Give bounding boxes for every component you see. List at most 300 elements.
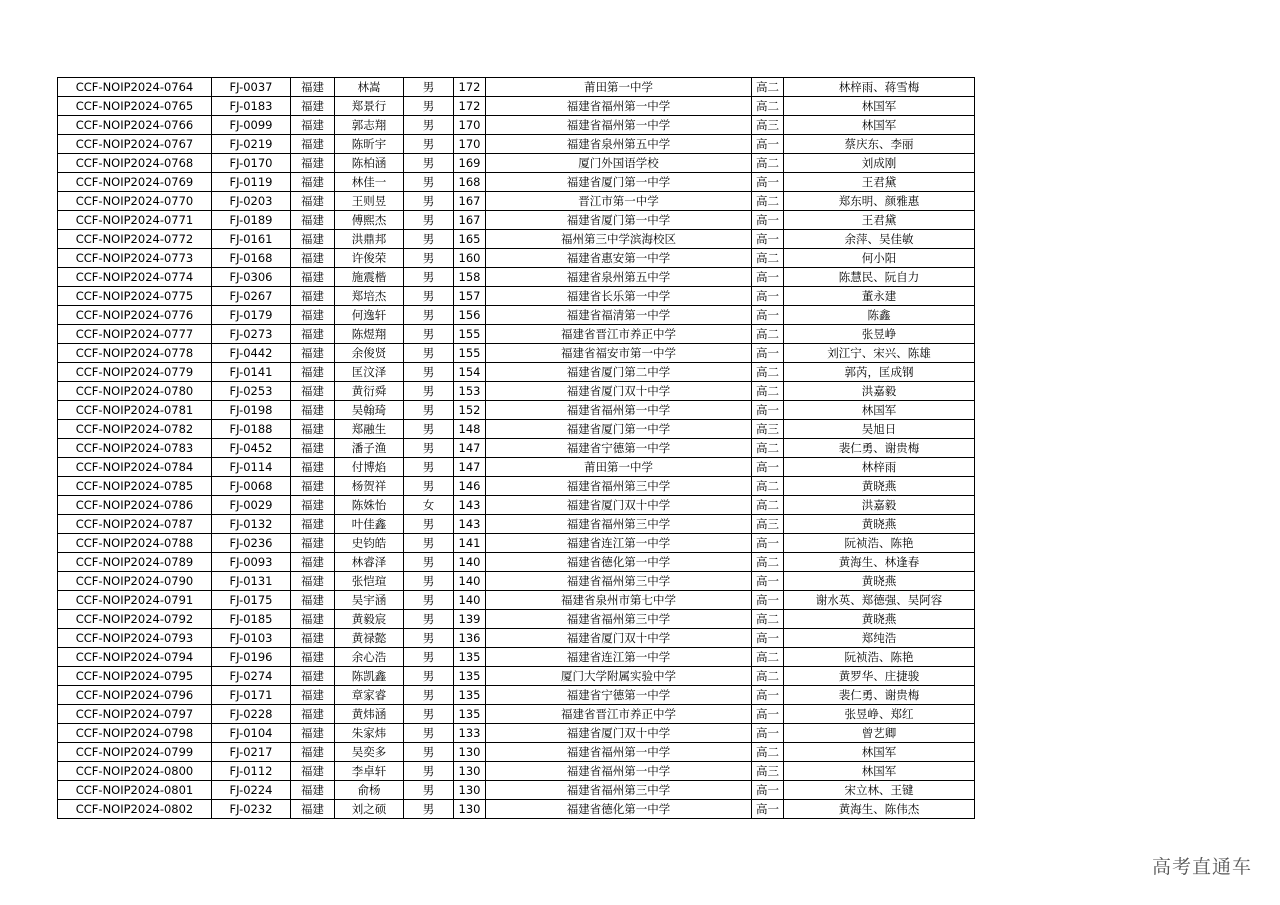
exam-id-cell: FJ-0093 (212, 553, 291, 572)
province-cell: 福建 (291, 287, 335, 306)
exam-id-cell: FJ-0112 (212, 762, 291, 781)
coach-cell: 裴仁勇、谢贵梅 (784, 686, 975, 705)
score-cell: 140 (454, 591, 486, 610)
grade-cell: 高一 (752, 173, 784, 192)
name-cell: 潘子渔 (335, 439, 404, 458)
cert-id-cell: CCF-NOIP2024-0783 (58, 439, 212, 458)
school-cell: 莆田第一中学 (486, 458, 752, 477)
exam-id-cell: FJ-0232 (212, 800, 291, 819)
coach-cell: 刘成刚 (784, 154, 975, 173)
coach-cell: 林国军 (784, 401, 975, 420)
grade-cell: 高二 (752, 382, 784, 401)
coach-cell: 王君黛 (784, 211, 975, 230)
school-cell: 福建省惠安第一中学 (486, 249, 752, 268)
grade-cell: 高二 (752, 667, 784, 686)
cert-id-cell: CCF-NOIP2024-0776 (58, 306, 212, 325)
cert-id-cell: CCF-NOIP2024-0791 (58, 591, 212, 610)
score-cell: 160 (454, 249, 486, 268)
province-cell: 福建 (291, 420, 335, 439)
grade-cell: 高一 (752, 781, 784, 800)
results-table (57, 77, 975, 819)
school-cell: 福建省德化第一中学 (486, 553, 752, 572)
school-cell: 福建省厦门双十中学 (486, 382, 752, 401)
gender-cell: 男 (404, 477, 454, 496)
coach-cell: 裴仁勇、谢贵梅 (784, 439, 975, 458)
grade-cell: 高三 (752, 762, 784, 781)
grade-cell: 高二 (752, 97, 784, 116)
coach-cell: 林国军 (784, 97, 975, 116)
name-cell: 史钧皓 (335, 534, 404, 553)
table-row (58, 382, 975, 401)
name-cell: 郑培杰 (335, 287, 404, 306)
coach-cell: 董永建 (784, 287, 975, 306)
name-cell: 张恺瑄 (335, 572, 404, 591)
table-row (58, 192, 975, 211)
grade-cell: 高二 (752, 743, 784, 762)
gender-cell: 男 (404, 97, 454, 116)
exam-id-cell: FJ-0099 (212, 116, 291, 135)
score-cell: 130 (454, 762, 486, 781)
name-cell: 叶佳鑫 (335, 515, 404, 534)
score-cell: 139 (454, 610, 486, 629)
cert-id-cell: CCF-NOIP2024-0793 (58, 629, 212, 648)
province-cell: 福建 (291, 629, 335, 648)
grade-cell: 高一 (752, 268, 784, 287)
cert-id-cell: CCF-NOIP2024-0782 (58, 420, 212, 439)
score-cell: 130 (454, 800, 486, 819)
score-cell: 140 (454, 553, 486, 572)
table-row (58, 705, 975, 724)
school-cell: 福建省厦门第一中学 (486, 173, 752, 192)
score-cell: 147 (454, 439, 486, 458)
school-cell: 福建省福州第三中学 (486, 781, 752, 800)
grade-cell: 高二 (752, 553, 784, 572)
coach-cell: 张昱峥、郑红 (784, 705, 975, 724)
province-cell: 福建 (291, 249, 335, 268)
name-cell: 黄炜涵 (335, 705, 404, 724)
school-cell: 福建省福安市第一中学 (486, 344, 752, 363)
coach-cell: 郑东明、颜雅惠 (784, 192, 975, 211)
gender-cell: 男 (404, 762, 454, 781)
grade-cell: 高一 (752, 211, 784, 230)
grade-cell: 高一 (752, 287, 784, 306)
gender-cell: 男 (404, 211, 454, 230)
coach-cell: 郭芮，匡成钢 (784, 363, 975, 382)
score-cell: 135 (454, 705, 486, 724)
cert-id-cell: CCF-NOIP2024-0799 (58, 743, 212, 762)
grade-cell: 高一 (752, 401, 784, 420)
name-cell: 陈柏涵 (335, 154, 404, 173)
table-row (58, 230, 975, 249)
cert-id-cell: CCF-NOIP2024-0775 (58, 287, 212, 306)
gender-cell: 男 (404, 686, 454, 705)
province-cell: 福建 (291, 762, 335, 781)
name-cell: 郑融生 (335, 420, 404, 439)
school-cell: 福建省泉州市第七中学 (486, 591, 752, 610)
grade-cell: 高三 (752, 116, 784, 135)
exam-id-cell: FJ-0170 (212, 154, 291, 173)
cert-id-cell: CCF-NOIP2024-0768 (58, 154, 212, 173)
cert-id-cell: CCF-NOIP2024-0795 (58, 667, 212, 686)
cert-id-cell: CCF-NOIP2024-0767 (58, 135, 212, 154)
table-row (58, 496, 975, 515)
cert-id-cell: CCF-NOIP2024-0781 (58, 401, 212, 420)
score-cell: 135 (454, 648, 486, 667)
name-cell: 王则昱 (335, 192, 404, 211)
province-cell: 福建 (291, 192, 335, 211)
coach-cell: 林国军 (784, 743, 975, 762)
exam-id-cell: FJ-0029 (212, 496, 291, 515)
cert-id-cell: CCF-NOIP2024-0796 (58, 686, 212, 705)
score-cell: 147 (454, 458, 486, 477)
cert-id-cell: CCF-NOIP2024-0784 (58, 458, 212, 477)
gender-cell: 男 (404, 591, 454, 610)
score-cell: 153 (454, 382, 486, 401)
table-row (58, 800, 975, 819)
exam-id-cell: FJ-0188 (212, 420, 291, 439)
school-cell: 福建省厦门双十中学 (486, 496, 752, 515)
table-row (58, 173, 975, 192)
gender-cell: 男 (404, 249, 454, 268)
name-cell: 余俊贤 (335, 344, 404, 363)
name-cell: 俞杨 (335, 781, 404, 800)
exam-id-cell: FJ-0228 (212, 705, 291, 724)
name-cell: 黄毅宸 (335, 610, 404, 629)
gender-cell: 男 (404, 534, 454, 553)
name-cell: 林嵩 (335, 78, 404, 97)
name-cell: 许俊荣 (335, 249, 404, 268)
grade-cell: 高二 (752, 363, 784, 382)
name-cell: 傅熙杰 (335, 211, 404, 230)
table-row (58, 667, 975, 686)
grade-cell: 高二 (752, 439, 784, 458)
grade-cell: 高二 (752, 78, 784, 97)
gender-cell: 男 (404, 743, 454, 762)
exam-id-cell: FJ-0273 (212, 325, 291, 344)
table-row (58, 458, 975, 477)
name-cell: 郭志翔 (335, 116, 404, 135)
school-cell: 福建省连江第一中学 (486, 648, 752, 667)
table-row (58, 154, 975, 173)
exam-id-cell: FJ-0306 (212, 268, 291, 287)
school-cell: 福建省福州第一中学 (486, 401, 752, 420)
grade-cell: 高一 (752, 306, 784, 325)
name-cell: 何逸轩 (335, 306, 404, 325)
province-cell: 福建 (291, 173, 335, 192)
coach-cell: 林梓雨、蒋雪梅 (784, 78, 975, 97)
score-cell: 152 (454, 401, 486, 420)
score-cell: 157 (454, 287, 486, 306)
exam-id-cell: FJ-0196 (212, 648, 291, 667)
table-row (58, 572, 975, 591)
exam-id-cell: FJ-0179 (212, 306, 291, 325)
name-cell: 朱家炜 (335, 724, 404, 743)
cert-id-cell: CCF-NOIP2024-0764 (58, 78, 212, 97)
cert-id-cell: CCF-NOIP2024-0777 (58, 325, 212, 344)
score-cell: 154 (454, 363, 486, 382)
table-row (58, 534, 975, 553)
score-cell: 156 (454, 306, 486, 325)
exam-id-cell: FJ-0114 (212, 458, 291, 477)
coach-cell: 林国军 (784, 116, 975, 135)
grade-cell: 高一 (752, 800, 784, 819)
table-row (58, 781, 975, 800)
coach-cell: 林梓雨 (784, 458, 975, 477)
name-cell: 吴宇涵 (335, 591, 404, 610)
school-cell: 福建省长乐第一中学 (486, 287, 752, 306)
coach-cell: 余萍、吴佳敏 (784, 230, 975, 249)
score-cell: 135 (454, 686, 486, 705)
watermark-text: 高考直通车 (1151, 856, 1252, 878)
score-cell: 170 (454, 135, 486, 154)
table-row (58, 420, 975, 439)
cert-id-cell: CCF-NOIP2024-0800 (58, 762, 212, 781)
school-cell: 福州第三中学滨海校区 (486, 230, 752, 249)
exam-id-cell: FJ-0189 (212, 211, 291, 230)
cert-id-cell: CCF-NOIP2024-0766 (58, 116, 212, 135)
grade-cell: 高二 (752, 325, 784, 344)
grade-cell: 高二 (752, 154, 784, 173)
school-cell: 福建省泉州第五中学 (486, 135, 752, 154)
gender-cell: 男 (404, 781, 454, 800)
gender-cell: 男 (404, 439, 454, 458)
name-cell: 黄衍舜 (335, 382, 404, 401)
coach-cell: 蔡庆东、李丽 (784, 135, 975, 154)
exam-id-cell: FJ-0185 (212, 610, 291, 629)
coach-cell: 黄海生、陈伟杰 (784, 800, 975, 819)
table-row (58, 439, 975, 458)
cert-id-cell: CCF-NOIP2024-0790 (58, 572, 212, 591)
coach-cell: 宋立林、王键 (784, 781, 975, 800)
exam-id-cell: FJ-0104 (212, 724, 291, 743)
province-cell: 福建 (291, 154, 335, 173)
exam-id-cell: FJ-0119 (212, 173, 291, 192)
school-cell: 福建省厦门第一中学 (486, 211, 752, 230)
coach-cell: 陈鑫 (784, 306, 975, 325)
school-cell: 福建省晋江市养正中学 (486, 705, 752, 724)
gender-cell: 男 (404, 572, 454, 591)
province-cell: 福建 (291, 344, 335, 363)
coach-cell: 何小阳 (784, 249, 975, 268)
grade-cell: 高二 (752, 648, 784, 667)
table-body (58, 78, 975, 819)
name-cell: 郑景行 (335, 97, 404, 116)
school-cell: 福建省厦门第二中学 (486, 363, 752, 382)
province-cell: 福建 (291, 591, 335, 610)
score-cell: 172 (454, 97, 486, 116)
gender-cell: 男 (404, 610, 454, 629)
grade-cell: 高一 (752, 629, 784, 648)
school-cell: 福建省宁德第一中学 (486, 686, 752, 705)
score-cell: 135 (454, 667, 486, 686)
gender-cell: 男 (404, 705, 454, 724)
province-cell: 福建 (291, 572, 335, 591)
table-row (58, 325, 975, 344)
cert-id-cell: CCF-NOIP2024-0771 (58, 211, 212, 230)
gender-cell: 男 (404, 306, 454, 325)
table-row (58, 648, 975, 667)
school-cell: 福建省福州第三中学 (486, 610, 752, 629)
coach-cell: 郑纯浩 (784, 629, 975, 648)
name-cell: 吴翰琦 (335, 401, 404, 420)
exam-id-cell: FJ-0132 (212, 515, 291, 534)
province-cell: 福建 (291, 78, 335, 97)
province-cell: 福建 (291, 135, 335, 154)
table-row (58, 249, 975, 268)
school-cell: 福建省福清第一中学 (486, 306, 752, 325)
school-cell: 福建省晋江市养正中学 (486, 325, 752, 344)
province-cell: 福建 (291, 496, 335, 515)
table-row (58, 116, 975, 135)
score-cell: 143 (454, 515, 486, 534)
table-row (58, 78, 975, 97)
table-row (58, 344, 975, 363)
coach-cell: 曾艺卿 (784, 724, 975, 743)
name-cell: 李卓轩 (335, 762, 404, 781)
table-row (58, 363, 975, 382)
gender-cell: 男 (404, 192, 454, 211)
exam-id-cell: FJ-0219 (212, 135, 291, 154)
gender-cell: 男 (404, 648, 454, 667)
coach-cell: 谢水英、郑德强、吴阿容 (784, 591, 975, 610)
table-row (58, 724, 975, 743)
coach-cell: 洪嘉毅 (784, 382, 975, 401)
table-row (58, 268, 975, 287)
coach-cell: 黄晓燕 (784, 572, 975, 591)
coach-cell: 洪嘉毅 (784, 496, 975, 515)
gender-cell: 女 (404, 496, 454, 515)
exam-id-cell: FJ-0168 (212, 249, 291, 268)
exam-id-cell: FJ-0161 (212, 230, 291, 249)
cert-id-cell: CCF-NOIP2024-0765 (58, 97, 212, 116)
table-row (58, 629, 975, 648)
exam-id-cell: FJ-0068 (212, 477, 291, 496)
exam-id-cell: FJ-0198 (212, 401, 291, 420)
cert-id-cell: CCF-NOIP2024-0789 (58, 553, 212, 572)
cert-id-cell: CCF-NOIP2024-0774 (58, 268, 212, 287)
province-cell: 福建 (291, 97, 335, 116)
cert-id-cell: CCF-NOIP2024-0787 (58, 515, 212, 534)
coach-cell: 黄晓燕 (784, 477, 975, 496)
province-cell: 福建 (291, 458, 335, 477)
coach-cell: 黄海生、林逢春 (784, 553, 975, 572)
score-cell: 169 (454, 154, 486, 173)
gender-cell: 男 (404, 363, 454, 382)
gender-cell: 男 (404, 268, 454, 287)
school-cell: 福建省厦门双十中学 (486, 724, 752, 743)
name-cell: 林睿泽 (335, 553, 404, 572)
school-cell: 福建省福州第三中学 (486, 515, 752, 534)
coach-cell: 吴旭日 (784, 420, 975, 439)
cert-id-cell: CCF-NOIP2024-0773 (58, 249, 212, 268)
score-cell: 167 (454, 192, 486, 211)
province-cell: 福建 (291, 724, 335, 743)
table-row (58, 211, 975, 230)
name-cell: 吴奕多 (335, 743, 404, 762)
name-cell: 陈昕宇 (335, 135, 404, 154)
school-cell: 福建省泉州第五中学 (486, 268, 752, 287)
score-cell: 155 (454, 344, 486, 363)
province-cell: 福建 (291, 477, 335, 496)
province-cell: 福建 (291, 648, 335, 667)
exam-id-cell: FJ-0037 (212, 78, 291, 97)
table-row (58, 477, 975, 496)
school-cell: 福建省福州第一中学 (486, 116, 752, 135)
cert-id-cell: CCF-NOIP2024-0786 (58, 496, 212, 515)
school-cell: 福建省福州第三中学 (486, 572, 752, 591)
grade-cell: 高一 (752, 534, 784, 553)
exam-id-cell: FJ-0236 (212, 534, 291, 553)
name-cell: 杨贺祥 (335, 477, 404, 496)
exam-id-cell: FJ-0274 (212, 667, 291, 686)
province-cell: 福建 (291, 705, 335, 724)
grade-cell: 高一 (752, 135, 784, 154)
gender-cell: 男 (404, 154, 454, 173)
grade-cell: 高一 (752, 591, 784, 610)
score-cell: 146 (454, 477, 486, 496)
province-cell: 福建 (291, 800, 335, 819)
school-cell: 厦门外国语学校 (486, 154, 752, 173)
cert-id-cell: CCF-NOIP2024-0801 (58, 781, 212, 800)
table-row (58, 610, 975, 629)
name-cell: 陈煜翔 (335, 325, 404, 344)
coach-cell: 林国军 (784, 762, 975, 781)
cert-id-cell: CCF-NOIP2024-0792 (58, 610, 212, 629)
exam-id-cell: FJ-0141 (212, 363, 291, 382)
gender-cell: 男 (404, 667, 454, 686)
province-cell: 福建 (291, 230, 335, 249)
name-cell: 洪鼎邦 (335, 230, 404, 249)
cert-id-cell: CCF-NOIP2024-0788 (58, 534, 212, 553)
score-cell: 141 (454, 534, 486, 553)
table-row (58, 401, 975, 420)
grade-cell: 高一 (752, 230, 784, 249)
name-cell: 匡汶泽 (335, 363, 404, 382)
exam-id-cell: FJ-0171 (212, 686, 291, 705)
province-cell: 福建 (291, 743, 335, 762)
coach-cell: 阮祯浩、陈艳 (784, 534, 975, 553)
score-cell: 170 (454, 116, 486, 135)
cert-id-cell: CCF-NOIP2024-0785 (58, 477, 212, 496)
province-cell: 福建 (291, 686, 335, 705)
school-cell: 福建省厦门双十中学 (486, 629, 752, 648)
exam-id-cell: FJ-0442 (212, 344, 291, 363)
school-cell: 福建省宁德第一中学 (486, 439, 752, 458)
province-cell: 福建 (291, 325, 335, 344)
cert-id-cell: CCF-NOIP2024-0779 (58, 363, 212, 382)
gender-cell: 男 (404, 401, 454, 420)
gender-cell: 男 (404, 135, 454, 154)
grade-cell: 高一 (752, 705, 784, 724)
table-row (58, 743, 975, 762)
name-cell: 黄禄懿 (335, 629, 404, 648)
exam-id-cell: FJ-0452 (212, 439, 291, 458)
grade-cell: 高一 (752, 458, 784, 477)
exam-id-cell: FJ-0253 (212, 382, 291, 401)
score-cell: 136 (454, 629, 486, 648)
gender-cell: 男 (404, 800, 454, 819)
school-cell: 福建省福州第一中学 (486, 743, 752, 762)
score-cell: 168 (454, 173, 486, 192)
grade-cell: 高二 (752, 496, 784, 515)
grade-cell: 高三 (752, 420, 784, 439)
province-cell: 福建 (291, 781, 335, 800)
province-cell: 福建 (291, 515, 335, 534)
gender-cell: 男 (404, 325, 454, 344)
province-cell: 福建 (291, 439, 335, 458)
gender-cell: 男 (404, 78, 454, 97)
cert-id-cell: CCF-NOIP2024-0798 (58, 724, 212, 743)
